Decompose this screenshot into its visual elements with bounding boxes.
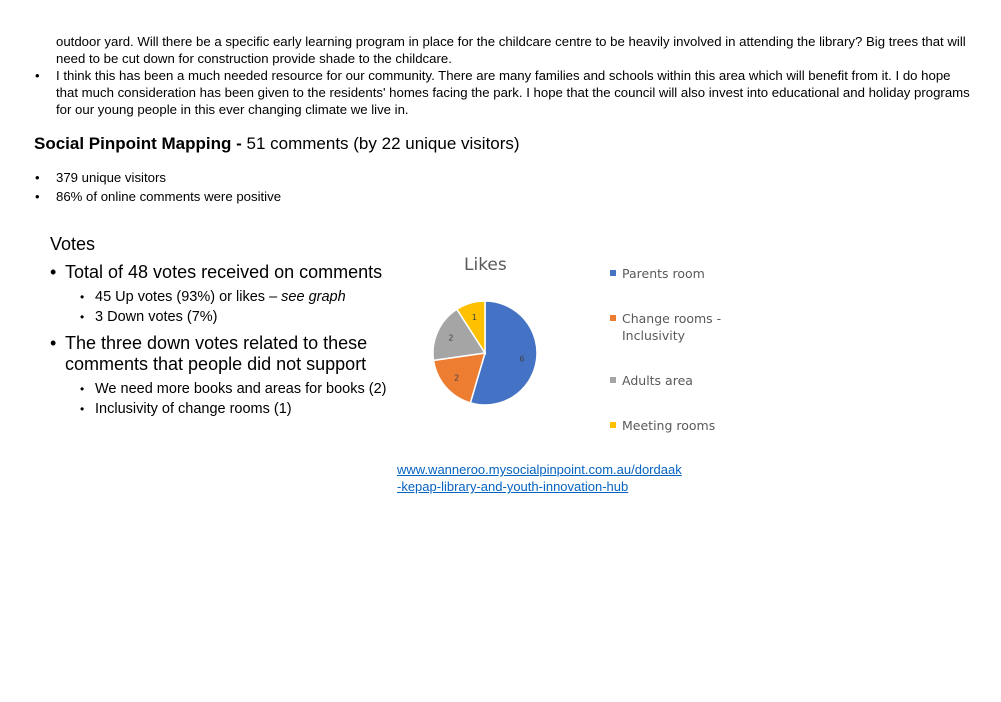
legend-item xyxy=(610,310,732,344)
votes-down: • 3 Down votes (7%) xyxy=(50,307,410,327)
votes-up-italic: see graph xyxy=(281,289,346,305)
comment-item xyxy=(35,67,971,118)
comments-list xyxy=(35,33,971,118)
stats-list xyxy=(35,168,282,206)
votes-reason: • We need more books and areas for books (2) xyxy=(50,379,410,399)
legend-label: Change rooms - Inclusivity xyxy=(622,311,722,343)
bullet-icon: • xyxy=(35,189,40,204)
legend-label: Adults area xyxy=(622,373,693,388)
votes-up xyxy=(50,287,410,307)
link-line-2[interactable]: -kepap-library-and-youth-innovation-hub xyxy=(397,479,629,494)
legend-item xyxy=(610,417,732,434)
legend-item xyxy=(610,265,732,282)
legend-swatch xyxy=(610,315,616,321)
votes-title: Votes xyxy=(50,234,96,254)
link-line-1[interactable]: www.wanneroo.mysocialpinpoint.com.au/dordaak xyxy=(397,462,682,477)
stat-text: 379 unique visitors xyxy=(56,170,166,185)
bullet-icon: • xyxy=(35,68,40,83)
pie-data-label: 2 xyxy=(448,333,454,343)
comment-text: I think this has been a much needed resource for our community. There are many families and schools within this area which will benefit from it. I do hope that much consideration has been given to the residents' homes facing the park. I hope that the council will also invest into educational and holiday programs for our young people in this ever changing climate we live in. xyxy=(56,68,970,117)
pie-data-label: 1 xyxy=(471,313,477,323)
pie-data-label: 2 xyxy=(454,373,460,383)
social-pinpoint-link[interactable] xyxy=(397,461,682,495)
legend-swatch xyxy=(610,270,616,276)
legend-label: Parents room xyxy=(622,266,705,281)
chart-legend xyxy=(610,265,732,434)
votes-up-text: 45 Up votes (93%) or likes – xyxy=(95,289,282,305)
legend-item xyxy=(610,372,732,389)
votes-list xyxy=(50,262,410,419)
comment-item xyxy=(56,33,971,67)
legend-swatch xyxy=(610,377,616,383)
comment-text: outdoor yard. Will there be a specific early learning program in place for the childcare centre to be heavily involved in attending the library? Big trees that will need to be cut down for construction provide shade to the childcare. xyxy=(56,34,966,66)
chart-title: Likes xyxy=(464,255,507,275)
votes-reason: • Inclusivity of change rooms (1) xyxy=(50,399,410,419)
section-heading-bold: Social Pinpoint Mapping - xyxy=(34,134,242,153)
stat-item xyxy=(35,168,281,187)
bullet-icon: • xyxy=(35,170,40,185)
votes-down-related: • The three down votes related to these comments that people did not support xyxy=(50,333,410,375)
pie-data-label: 6 xyxy=(519,354,525,364)
section-heading-rest: 51 comments (by 22 unique visitors) xyxy=(241,134,520,153)
legend-label: Meeting rooms xyxy=(622,418,716,433)
votes-total: • Total of 48 votes received on comments xyxy=(50,262,410,283)
pie-chart xyxy=(420,290,560,415)
section-heading xyxy=(34,134,520,154)
stat-text: 86% of online comments were positive xyxy=(56,189,282,204)
stat-item xyxy=(35,187,282,206)
legend-swatch xyxy=(610,422,616,428)
